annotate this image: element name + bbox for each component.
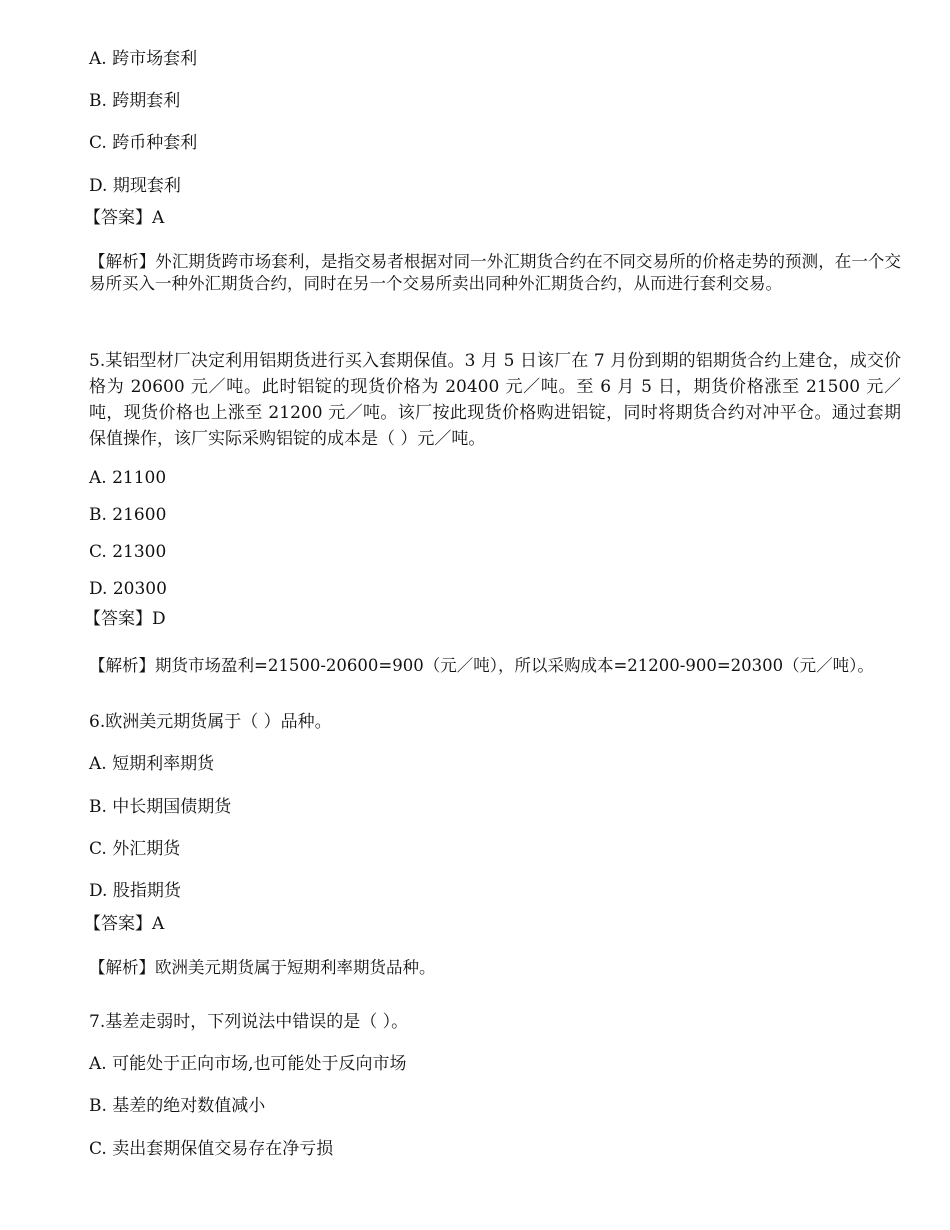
q5-option-a: A. 21100 [89, 468, 167, 488]
q6-option-b: B. 中长期国债期货 [89, 797, 232, 817]
q5-stem: 5.某铝型材厂决定利用铝期货进行买入套期保值。3 月 5 日该厂在 7 月份到期的铝期货合约上建仓，成交价格为 20600 元／吨。此时铝锭的现货价格为 20400 元／吨。至 6 月 5 日，期货价格涨至 21500 元／吨，现货价格也上涨至 21200 元／吨。该厂按此现货价格购进铝锭，同时将期货合约对冲平仓。通过套期保值操作，该厂实际采购铝锭的成本是（ ）元／吨。 [89, 351, 901, 449]
q7-option-b: B. 基差的绝对数值减小 [89, 1096, 266, 1116]
q6-option-c: C. 外汇期货 [89, 839, 181, 859]
q5-analysis: 【解析】期货市场盈利=21500-20600=900（元／吨），所以采购成本=21200-900=20300（元／吨）。 [89, 656, 874, 675]
q6-analysis: 【解析】欧洲美元期货属于短期利率期货品种。 [89, 958, 436, 977]
q6-answer: 【答案】A [84, 914, 165, 934]
q6-option-d: D. 股指期货 [89, 881, 181, 901]
q5-answer: 【答案】D [84, 609, 166, 629]
q4-answer: 【答案】A [84, 208, 165, 228]
q6-stem: 6.欧洲美元期货属于（ ）品种。 [89, 712, 332, 732]
q4-analysis: 【解析】外汇期货跨市场套利，是指交易者根据对同一外汇期货合约在不同交易所的价格走势的预测，在一个交易所买入一种外汇期货合约，同时在另一个交易所卖出同种外汇期货合约，从而进行套利交易。 [89, 252, 901, 293]
q4-option-d: D. 期现套利 [89, 176, 181, 196]
q4-option-c: C. 跨币种套利 [89, 133, 198, 153]
q5-option-b: B. 21600 [89, 505, 167, 525]
q4-option-a: A. 跨市场套利 [89, 49, 198, 69]
q5-option-d: D. 20300 [89, 579, 167, 599]
q7-option-c: C. 卖出套期保值交易存在净亏损 [89, 1139, 334, 1159]
q4-option-b: B. 跨期套利 [89, 91, 181, 111]
q7-option-a: A. 可能处于正向市场,也可能处于反向市场 [89, 1054, 407, 1074]
q5-option-c: C. 21300 [89, 542, 167, 562]
q7-stem: 7.基差走弱时，下列说法中错误的是（ ）。 [89, 1012, 409, 1032]
q6-option-a: A. 短期利率期货 [89, 754, 215, 774]
